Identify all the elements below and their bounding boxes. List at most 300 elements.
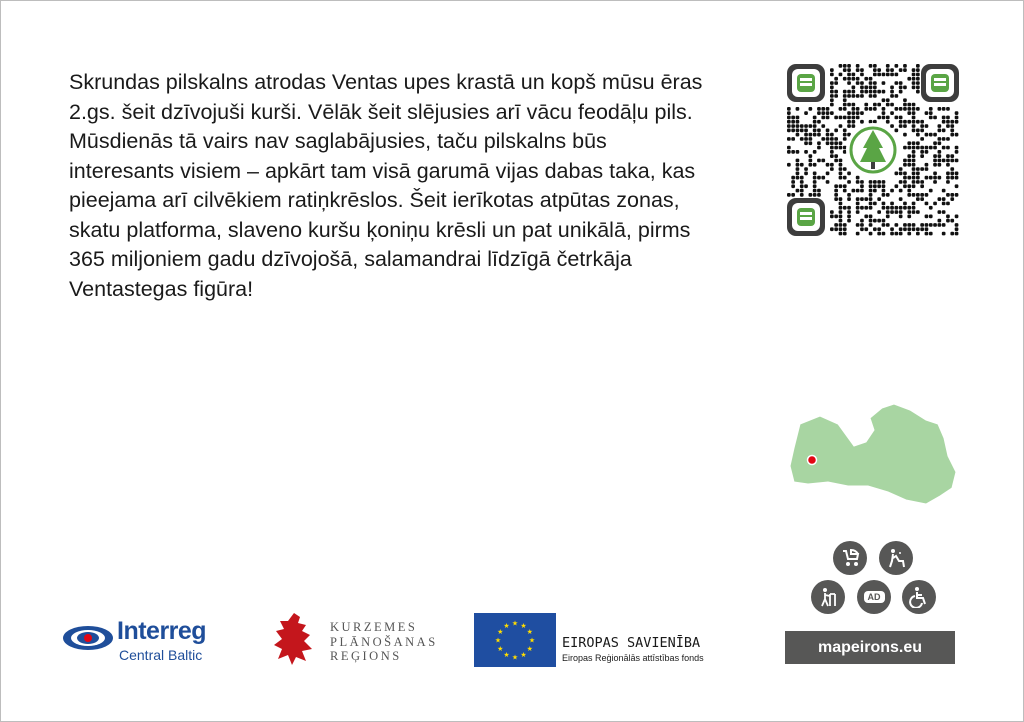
qr-module [907,232,911,236]
qr-module [916,141,920,145]
qr-module [830,227,834,231]
qr-module [942,223,946,227]
qr-module [869,206,873,210]
qr-module [955,111,959,115]
qr-module [873,68,877,72]
qr-module [942,116,946,120]
qr-module [907,77,911,81]
qr-module [826,163,830,167]
qr-module [890,111,894,115]
qr-module [895,172,899,176]
qr-module [916,176,920,180]
interreg-emblem-icon [63,623,117,653]
qr-module [950,167,954,171]
qr-module [869,232,873,236]
qr-module [791,184,795,188]
qr-module [916,73,920,77]
qr-module [882,81,886,85]
qr-module [916,129,920,133]
qr-module [847,215,851,219]
qr-module [847,64,851,68]
stroller-icon [833,541,867,575]
qr-module [860,184,864,188]
qr-module [933,146,937,150]
qr-module [950,129,954,133]
qr-module [817,141,821,145]
qr-module [856,197,860,201]
qr-module [925,215,929,219]
qr-module [856,81,860,85]
qr-module [929,133,933,137]
qr-module [942,107,946,111]
qr-module [869,107,873,111]
qr-module [787,193,791,197]
qr-module [796,133,800,137]
qr-module [839,232,843,236]
qr-module [826,111,830,115]
qr-module [925,167,929,171]
qr-module [886,103,890,107]
qr-module [955,176,959,180]
qr-module [869,90,873,94]
qr-module [847,81,851,85]
qr-module [873,81,877,85]
location-marker [808,456,817,465]
qr-module [869,197,873,201]
qr-module [804,150,808,154]
qr-module [912,180,916,184]
qr-module [847,210,851,214]
qr-module [946,176,950,180]
qr-module [899,189,903,193]
qr-module [856,68,860,72]
qr-module [955,150,959,154]
qr-module [821,137,825,141]
qr-module [899,206,903,210]
qr-module [903,159,907,163]
eu-star: ★ [520,652,527,660]
qr-module [873,94,877,98]
qr-module [839,159,843,163]
qr-module [821,111,825,115]
qr-module [839,116,843,120]
qr-module [860,90,864,94]
qr-module [938,219,942,223]
qr-module [800,189,804,193]
qr-module [869,202,873,206]
qr-module [830,146,834,150]
qr-module [830,98,834,102]
qr-module [933,159,937,163]
qr-module [830,86,834,90]
qr-module [843,176,847,180]
qr-module [895,116,899,120]
qr-module [912,206,916,210]
qr-module [895,210,899,214]
qr-module [821,176,825,180]
qr-module [796,176,800,180]
qr-module [839,176,843,180]
qr-module [955,193,959,197]
qr-module [839,172,843,176]
qr-module [839,167,843,171]
interreg-logo [63,617,233,665]
qr-finder-top-right [921,64,959,102]
qr-module [907,103,911,107]
qr-module [860,120,864,124]
qr-module [938,150,942,154]
qr-module [920,184,924,188]
qr-module [938,107,942,111]
qr-module [869,184,873,188]
qr-module [882,111,886,115]
qr-module [864,90,868,94]
qr-module [839,202,843,206]
qr-module [847,172,851,176]
qr-module [800,184,804,188]
qr-module [852,107,856,111]
qr-module [912,172,916,176]
qr-module [925,124,929,128]
qr-module [839,215,843,219]
walking-frame-icon [811,580,845,614]
qr-module [903,176,907,180]
qr-module [809,133,813,137]
qr-module [813,172,817,176]
qr-module [852,94,856,98]
qr-module [817,111,821,115]
qr-module [860,197,864,201]
qr-module [929,116,933,120]
qr-module [839,206,843,210]
qr-module [839,163,843,167]
qr-module [830,81,834,85]
qr-module [847,197,851,201]
qr-module [847,180,851,184]
qr-module [843,64,847,68]
qr-module [933,133,937,137]
qr-module [916,68,920,72]
qr-module [843,90,847,94]
qr-module [895,184,899,188]
qr-module [912,111,916,115]
qr-module [899,86,903,90]
qr-module [847,206,851,210]
qr-module [912,120,916,124]
qr-module [903,202,907,206]
qr-module [903,223,907,227]
qr-module [847,68,851,72]
qr-module [938,159,942,163]
qr-module [787,129,791,133]
qr-module [873,90,877,94]
qr-module [938,124,942,128]
qr-module [907,193,911,197]
qr-module [886,120,890,124]
eu-star: ★ [497,646,504,653]
qr-module [847,94,851,98]
qr-module [912,227,916,231]
qr-module [925,150,929,154]
qr-module [804,133,808,137]
qr-module [877,68,881,72]
qr-module [916,227,920,231]
qr-module [856,107,860,111]
qr-module [899,116,903,120]
qr-module [912,146,916,150]
qr-module [895,64,899,68]
qr-module [813,129,817,133]
qr-module [955,159,959,163]
qr-module [903,107,907,111]
qr-module [899,124,903,128]
qr-module [907,184,911,188]
qr-module [834,77,838,81]
qr-module [843,227,847,231]
eu-star: ★ [526,629,533,636]
qr-module [796,120,800,124]
qr-module [899,172,903,176]
qr-module [903,68,907,72]
qr-module [852,116,856,120]
qr-module [787,163,791,167]
qr-module [890,94,894,98]
qr-module [933,141,937,145]
qr-module [800,176,804,180]
qr-module [809,107,813,111]
qr-module [929,215,933,219]
qr-module [886,68,890,72]
qr-module [787,124,791,128]
qr-module [929,176,933,180]
qr-module [813,120,817,124]
eu-star: ★ [497,629,504,636]
qr-module [830,137,834,141]
qr-module [847,111,851,115]
qr-module [852,77,856,81]
qr-module [869,223,873,227]
qr-module [852,103,856,107]
qr-module [955,120,959,124]
qr-module [933,223,937,227]
qr-module [873,107,877,111]
qr-module [809,137,813,141]
qr-module [869,219,873,223]
qr-module [821,159,825,163]
qr-module [903,64,907,68]
qr-module [912,210,916,214]
qr-module [916,232,920,236]
qr-module [903,184,907,188]
qr-module [942,146,946,150]
qr-module [813,150,817,154]
qr-module [907,120,911,124]
qr-module [925,193,929,197]
qr-module [895,232,899,236]
qr-module [830,133,834,137]
qr-module [834,223,838,227]
qr-module [907,210,911,214]
qr-module [938,154,942,158]
qr-module [864,77,868,81]
qr-module [834,227,838,231]
qr-module [942,210,946,214]
qr-module [873,103,877,107]
qr-module [869,94,873,98]
qr-module [800,180,804,184]
qr-module [834,154,838,158]
audio-badge: AD [864,591,885,603]
qr-module [817,133,821,137]
qr-module [916,197,920,201]
kurzeme-planning-region-logo [272,611,452,669]
qr-module [813,176,817,180]
qr-module [895,223,899,227]
qr-module [839,227,843,231]
qr-module [843,129,847,133]
qr-code[interactable] [787,64,959,236]
qr-module [856,64,860,68]
qr-module [903,98,907,102]
qr-module [946,159,950,163]
qr-module [907,176,911,180]
qr-module [796,150,800,154]
qr-module [882,189,886,193]
qr-module [834,159,838,163]
qr-module [946,124,950,128]
qr-module [839,197,843,201]
qr-module [821,107,825,111]
qr-module [899,107,903,111]
qr-module [886,193,890,197]
qr-module [912,176,916,180]
qr-module [950,159,954,163]
qr-module [843,137,847,141]
qr-module [843,77,847,81]
qr-module [950,124,954,128]
qr-module [873,227,877,231]
qr-module [791,180,795,184]
qr-module [895,81,899,85]
qr-module [903,120,907,124]
qr-module [916,77,920,81]
qr-module [925,227,929,231]
qr-module [899,232,903,236]
qr-module [869,77,873,81]
eu-star: ★ [503,652,510,660]
qr-module [804,184,808,188]
qr-module [817,193,821,197]
qr-module [852,86,856,90]
qr-module [916,90,920,94]
qr-module [877,180,881,184]
qr-module [804,167,808,171]
qr-module [912,77,916,81]
qr-module [877,210,881,214]
qr-module [834,184,838,188]
qr-module [843,98,847,102]
qr-module [813,189,817,193]
qr-module [873,73,877,77]
website-link[interactable]: mapeirons.eu [785,631,955,664]
guide-dog-icon [879,541,913,575]
qr-module [903,124,907,128]
qr-module [933,163,937,167]
qr-module [856,232,860,236]
qr-module [817,159,821,163]
qr-module [839,184,843,188]
qr-module [890,227,894,231]
qr-module [955,172,959,176]
qr-module [813,180,817,184]
qr-module [933,116,937,120]
qr-module [942,159,946,163]
qr-module [877,232,881,236]
qr-module [852,111,856,115]
qr-module [933,176,937,180]
qr-module [907,163,911,167]
qr-module [839,223,843,227]
qr-module [907,189,911,193]
qr-module [950,193,954,197]
tree-icon [846,123,900,177]
qr-module [821,116,825,120]
qr-module [912,159,916,163]
qr-module [886,64,890,68]
qr-module [929,111,933,115]
qr-module [860,180,864,184]
qr-module [946,219,950,223]
qr-module [852,124,856,128]
qr-module [920,197,924,201]
qr-module [946,172,950,176]
qr-module [946,215,950,219]
qr-module [809,159,813,163]
qr-module [890,90,894,94]
qr-module [938,210,942,214]
qr-module [903,133,907,137]
qr-module [830,141,834,145]
qr-module [796,163,800,167]
qr-module [796,159,800,163]
qr-module [809,163,813,167]
qr-module [856,223,860,227]
qr-module [933,202,937,206]
qr-module [860,206,864,210]
description-text: Skrundas pilskalns atrodas Ventas upes krastā un kopš mūsu ēras 2.gs. šeit dzīvojuši kurši. Vēlāk šeit slējusies arī vācu feodāļu pils. Mūsdienās tā vairs nav saglabājusies, taču pilskalns būs interesants visiem – apkārt tam visā garumā vijas dabas taka, kas pieejama arī cilvēkiem ratiņkrēslos. Šeit ierīkotas atpūtas zonas, skatu platforma, slaveno kuršu ķoniņu krēsli un pat unikālā, pirms 365 miljoniem gadu dzīvojošā, salamandrai līdzīgā četrkāja Ventastegas figūra! [69,70,703,301]
qr-module [916,64,920,68]
qr-module [791,129,795,133]
qr-module [873,202,877,206]
qr-module [830,167,834,171]
qr-module [916,210,920,214]
qr-module [787,107,791,111]
qr-module [920,146,924,150]
qr-module [890,86,894,90]
qr-module [882,116,886,120]
qr-module [942,232,946,236]
qr-module [847,219,851,223]
qr-module [864,227,868,231]
qr-module [860,94,864,98]
qr-module [809,193,813,197]
qr-module [804,172,808,176]
qr-module [847,77,851,81]
qr-module [877,103,881,107]
latvia-map [786,402,962,506]
qr-module [873,189,877,193]
qr-module [925,163,929,167]
